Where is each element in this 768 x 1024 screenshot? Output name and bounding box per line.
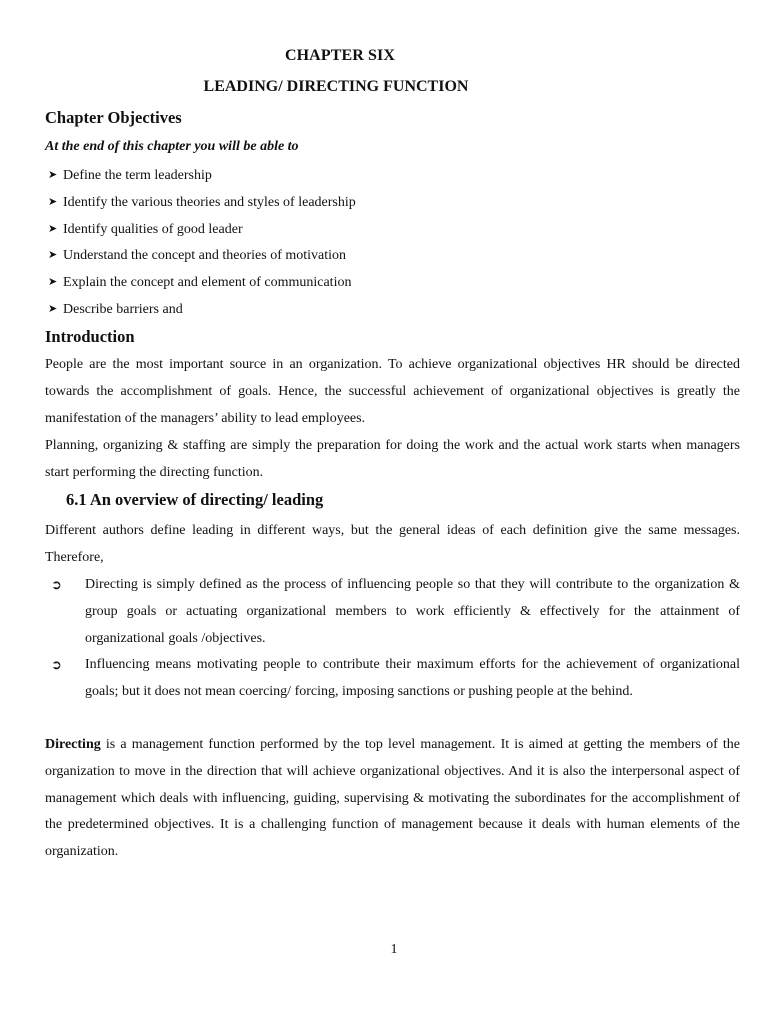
introduction-heading: Introduction (45, 327, 135, 346)
intro-paragraph: Planning, organizing & staffing are simply the preparation for doing the work and the actual work starts when managers start performing the directing function. (45, 438, 740, 480)
arrowhead-right-icon: ➤ (48, 249, 58, 262)
directing-paragraph (45, 732, 740, 866)
circled-arrow-icon: ➲ (51, 657, 62, 673)
objectives-heading: Chapter Objectives (45, 108, 182, 127)
arrowhead-right-icon: ➤ (48, 195, 58, 208)
section-heading: 6.1 An overview of directing/ leading (66, 490, 324, 509)
directing-term: Directing (45, 737, 101, 752)
directing-text: is a management function performed by the top level management. It is aimed at getting the members of the organization to move in the direction that will achieve organizational objectives. And it is also the interpersonal aspect of management which deals with influencing, guiding, supervising & motivating the subordinates for the accomplishment of the predetermined objectives. It is a challenging function of management because it deals with human elements of the organization. (45, 737, 740, 860)
chapter-title: CHAPTER SIX (284, 47, 395, 64)
arrowhead-right-icon: ➤ (48, 276, 58, 289)
objective-item: ➤ Identify the various theories and styles of leadership (48, 191, 356, 218)
objective-item: ➤ Describe barriers and (48, 298, 356, 325)
objective-item: ➤ Define the term leadership (48, 164, 356, 191)
objective-item: ➤ Explain the concept and element of communication (48, 271, 356, 298)
arrowhead-right-icon: ➤ (48, 222, 58, 235)
intro-paragraph: People are the most important source in an organization. To achieve organizational objectives HR should be directed towards the accomplishment of goals. Hence, the successful achievement of organizational objectives is greatly the manifestation of the managers’ ability to lead employees. (45, 357, 740, 426)
arrowhead-right-icon: ➤ (48, 169, 58, 181)
page-number: 1 (390, 942, 398, 957)
bullet-item: ➲ Directing is simply defined as the process of influencing people so that they will contribute to the organization & group goals or actuating organizational members to work efficiently & effectively for the attainment of organizational goals /objectives. (45, 572, 740, 652)
circled-arrow-icon: ➲ (51, 577, 62, 592)
bullet-item: ➲ Influencing means motivating people to contribute their maximum efforts for the achievement of organizational goals; but it does not mean coercing/ forcing, imposing sanctions or pushing people at the behind. (45, 652, 740, 706)
arrowhead-right-icon: ➤ (48, 302, 58, 315)
definition-bullets (45, 572, 740, 706)
objective-item: ➤ Identify qualities of good leader (48, 218, 356, 245)
section-intro-paragraph: Different authors define leading in different ways, but the general ideas of each definition give the same messages. Therefore, (45, 523, 740, 565)
objectives-intro: At the end of this chapter you will be able to (45, 139, 299, 154)
function-title: LEADING/ DIRECTING FUNCTION (203, 78, 469, 95)
objective-item: ➤ Understand the concept and theories of motivation (48, 244, 356, 271)
objectives-list (48, 164, 356, 325)
